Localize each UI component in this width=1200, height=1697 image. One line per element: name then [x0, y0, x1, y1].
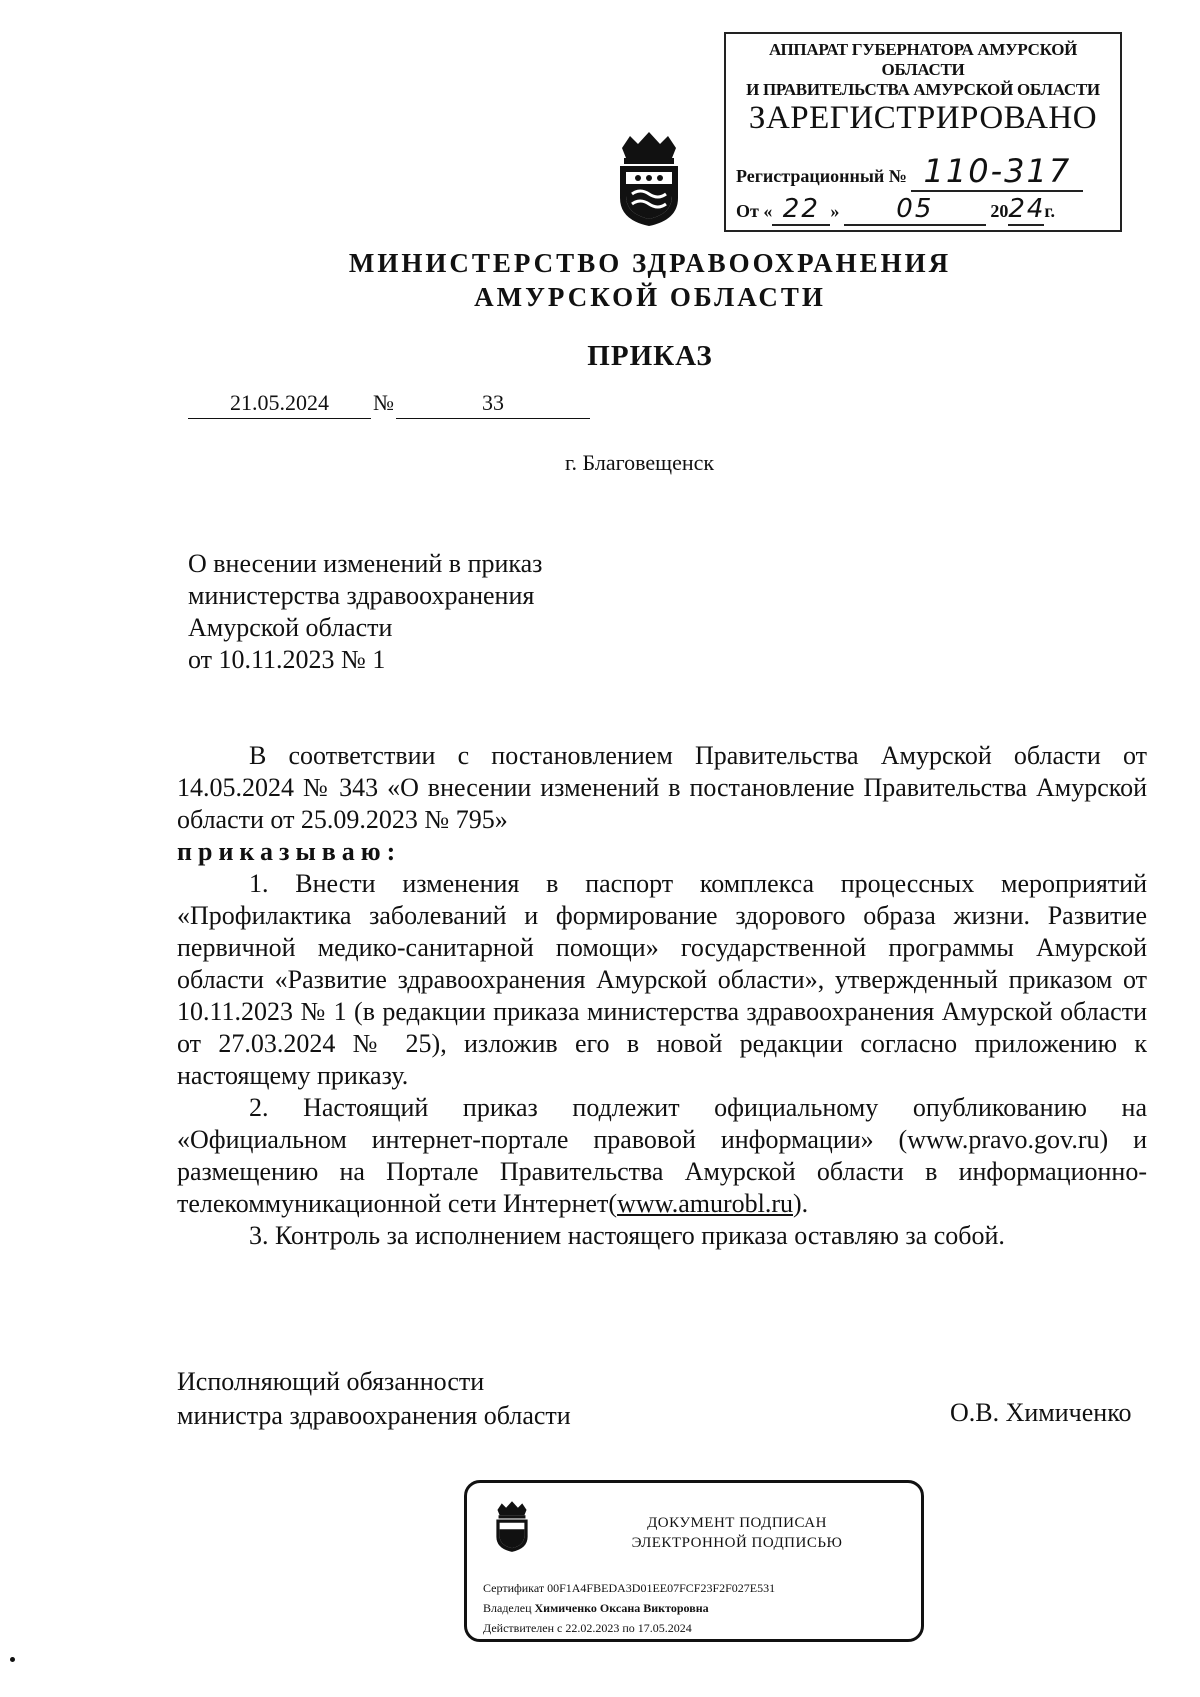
- stamp-org-line2: И ПРАВИТЕЛЬСТВА АМУРСКОЙ ОБЛАСТИ: [746, 80, 1100, 99]
- stamp-date-prefix: От «: [736, 201, 773, 221]
- stamp-status: ЗАРЕГИСТРИРОВАНО: [748, 100, 1098, 136]
- ministry-name: [0, 246, 1200, 314]
- order-item-1: 1. Внести изменения в паспорт комплекса процессных мероприятий «Профилактика заболеваний и формирование здорового образа жизни. Развитие первичной медико-санитарной помощи» государственной программы Амурской области «Развитие здравоохранения Амурской области», утвержденный приказом от 10.11.2023 № 1 (в редакции приказа министерства здравоохранения Амурской области от 27.03.2024 № 25), изложив его в новой редакции согласно приложению к настоящему приказу.: [177, 869, 1147, 1090]
- esig-owner-value: Химиченко Оксана Викторовна: [534, 1601, 709, 1615]
- esig-certificate: [483, 1581, 775, 1596]
- esig-title-line1: ДОКУМЕНТ ПОДПИСАН: [647, 1515, 827, 1531]
- stamp-date-mid: »: [830, 201, 840, 221]
- registration-stamp: [724, 32, 1122, 232]
- amurobl-link[interactable]: www.amurobl.ru: [617, 1189, 794, 1218]
- order-number-label: №: [373, 390, 394, 415]
- esig-title-line2: ЭЛЕКТРОННОЙ ПОДПИСЬЮ: [631, 1535, 843, 1551]
- ministry-line1: МИНИСТЕРСТВО ЗДРАВООХРАНЕНИЯ: [348, 248, 952, 278]
- order-date: 21.05.2024: [188, 390, 371, 419]
- esig-cert-value: 00F1A4FBEDA3D01EE07FCF23F2F027E531: [547, 1581, 776, 1595]
- position-line1: Исполняющий обязанности: [177, 1367, 485, 1396]
- subject-line4: от 10.11.2023 № 1: [188, 645, 386, 674]
- stamp-date-month: 05: [844, 194, 986, 226]
- esig-owner: [483, 1601, 709, 1616]
- stamp-date-row: [736, 194, 1055, 226]
- coat-of-arms-icon: [610, 128, 688, 228]
- stamp-date-suffix: г.: [1044, 201, 1055, 221]
- stamp-date-day: 22: [772, 194, 830, 226]
- order-number: 33: [396, 390, 590, 419]
- order-item-3: 3. Контроль за исполнением настоящего приказа оставляю за собой.: [249, 1221, 1005, 1250]
- order-item-2-text: 2. Настоящий приказ подлежит официальному опубликованию на «Официальном интернет-портале правовой информации» (www.pravo.gov.ru) и размещению на Портале Правительства Амурской области в информационно-телекоммуникационной сети Интернет(: [177, 1093, 1147, 1218]
- esig-owner-label: Владелец: [483, 1601, 532, 1615]
- order-item-2: [177, 1092, 1147, 1220]
- scan-speck: [10, 1657, 15, 1662]
- esig-valid-to-label: по: [622, 1621, 635, 1635]
- stamp-date-year: 24: [1008, 194, 1046, 224]
- order-word: приказываю:: [177, 837, 402, 866]
- esig-cert-label: Сертификат: [483, 1581, 545, 1595]
- ministry-line2: АМУРСКОЙ ОБЛАСТИ: [474, 282, 826, 312]
- subject-line1: О внесении изменений в приказ: [188, 549, 543, 578]
- stamp-org-line1: АППАРАТ ГУБЕРНАТОРА АМУРСКОЙ ОБЛАСТИ: [768, 40, 1078, 79]
- stamp-reg-row: [736, 152, 1083, 192]
- esig-valid-from: 22.02.2023: [565, 1621, 620, 1635]
- signatory-name: О.В. Химиченко: [950, 1398, 1132, 1427]
- order-item-2-end: ).: [793, 1189, 809, 1218]
- esig-valid-to: 17.05.2024: [637, 1621, 692, 1635]
- stamp-organization: [726, 40, 1120, 100]
- coat-of-arms-icon: [491, 1499, 533, 1553]
- esig-valid-label: Действителен с: [483, 1621, 563, 1635]
- stamp-reg-label: Регистрационный №: [736, 166, 907, 186]
- subject-line2: министерства здравоохранения: [188, 581, 535, 610]
- stamp-reg-number: 110-317: [911, 152, 1083, 192]
- order-subject: [188, 548, 542, 676]
- city: г. Благовещенск: [565, 450, 715, 475]
- preamble: В соответствии с постановлением Правительства Амурской области от 14.05.2024 № 343 «О внесении изменений в постановление Правительства Амурской области от 25.09.2023 № 795»: [177, 741, 1147, 834]
- document-type-title: ПРИКАЗ: [587, 340, 713, 372]
- signatory-position: [177, 1365, 571, 1433]
- esig-validity: [483, 1621, 692, 1636]
- position-line2: министра здравоохранения области: [177, 1401, 571, 1430]
- subject-line3: Амурской области: [188, 613, 393, 642]
- esig-title: [567, 1513, 907, 1553]
- electronic-signature-box: [464, 1480, 924, 1642]
- order-body: [177, 740, 1147, 1252]
- stamp-date-year-prefix: 20: [990, 201, 1009, 221]
